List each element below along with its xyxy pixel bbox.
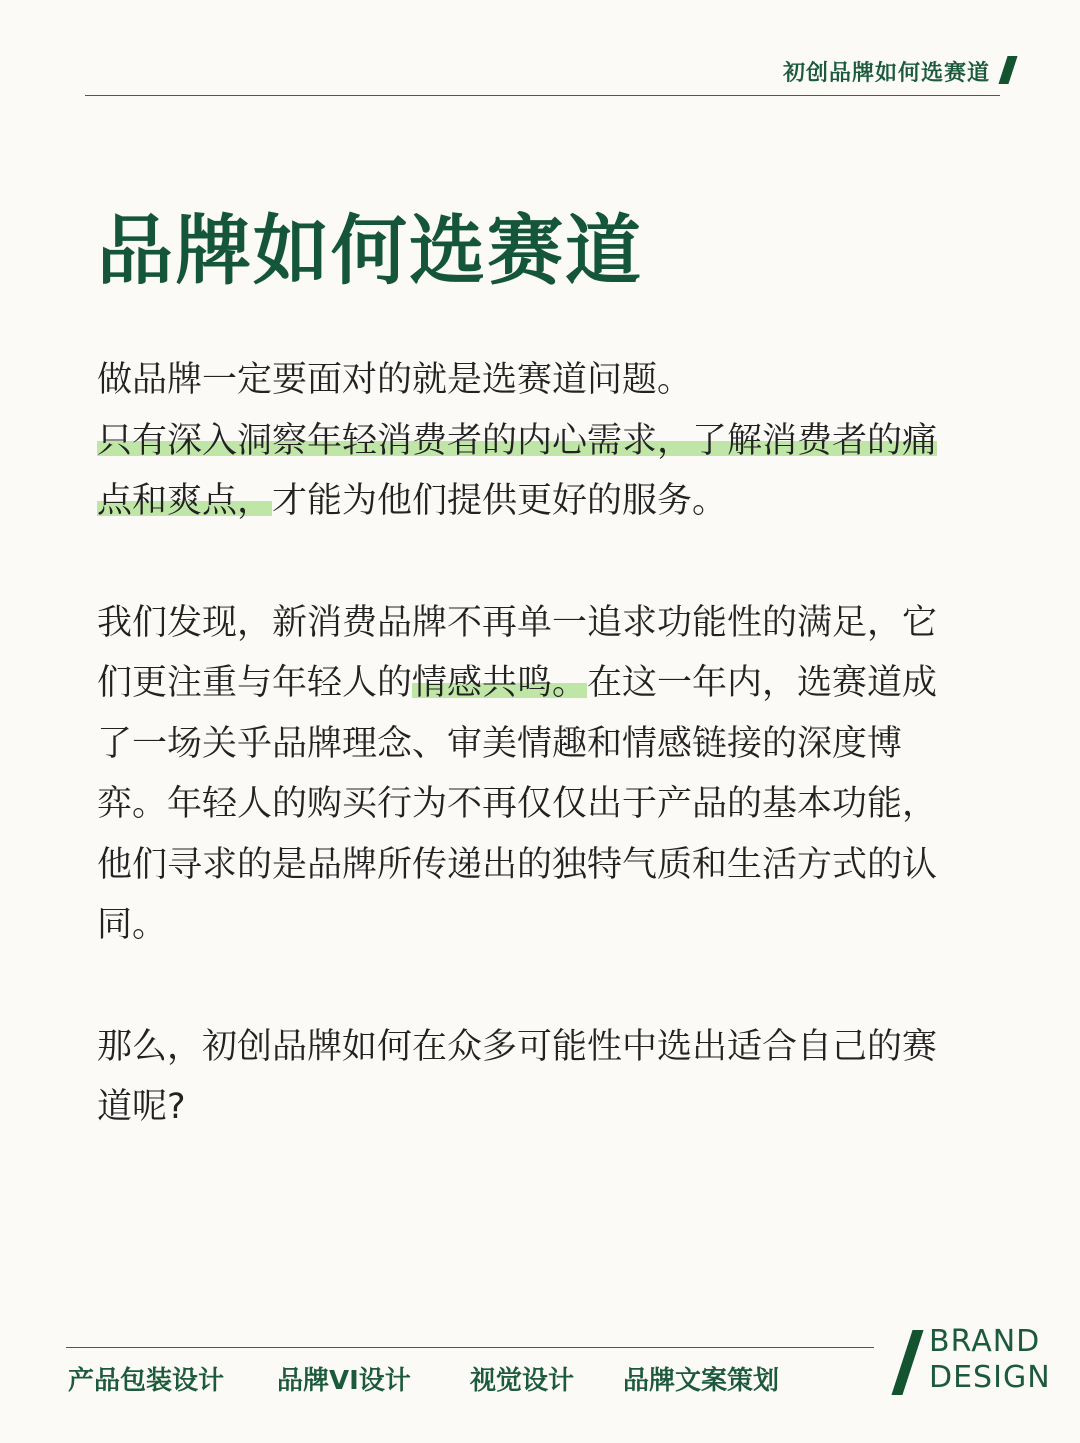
- brand-logo-line2: DESIGN: [929, 1360, 1051, 1395]
- footer-nav: [0, 1360, 880, 1400]
- header-divider: [85, 95, 1000, 96]
- paragraph-2-tail: 在这一年内，选赛道成了一场关乎品牌理念、审美情趣和情感链接的深度博弈。年轻人的购买行为不再仅仅出于产品的基本功能，他们寻求的是品牌所传递出的独特气质和生活方式的认同。: [97, 663, 938, 945]
- brand-slash-logo: [891, 1330, 923, 1395]
- footer-divider: [66, 1347, 874, 1348]
- paragraph-1: [97, 350, 947, 532]
- header-slash-mark: [998, 56, 1017, 84]
- paragraph-2-highlight: 情感共鸣。: [412, 663, 588, 703]
- footer-link-packaging[interactable]: 产品包装设计: [68, 1366, 225, 1396]
- article-body: [97, 350, 947, 1199]
- brand-logo-line1: BRAND: [929, 1324, 1041, 1359]
- paragraph-3: 那么，初创品牌如何在众多可能性中选出适合自己的赛道呢?: [97, 1026, 938, 1127]
- footer-link-vi[interactable]: 品牌VI设计: [277, 1366, 411, 1396]
- page-title: 品牌如何选赛道: [97, 206, 643, 295]
- header-tag: 初创品牌如何选赛道: [782, 61, 990, 86]
- paragraph-1-tail: 才能为他们提供更好的服务。: [272, 481, 728, 521]
- paragraph-2-lead: 我们发现，新消费品牌不再单一追求功能性的满足，它们更注重与年轻人的: [97, 602, 938, 703]
- paragraph-2: [97, 593, 947, 956]
- paragraph-1-intro: 做品牌一定要面对的就是选赛道问题。: [97, 360, 693, 400]
- footer-link-copywriting[interactable]: 品牌文案策划: [623, 1366, 780, 1396]
- paragraph-1-highlight: 只有深入洞察年轻消费者的内心需求，了解消费者的痛点和爽点，: [97, 420, 938, 521]
- footer-link-visual[interactable]: 视觉设计: [470, 1366, 575, 1396]
